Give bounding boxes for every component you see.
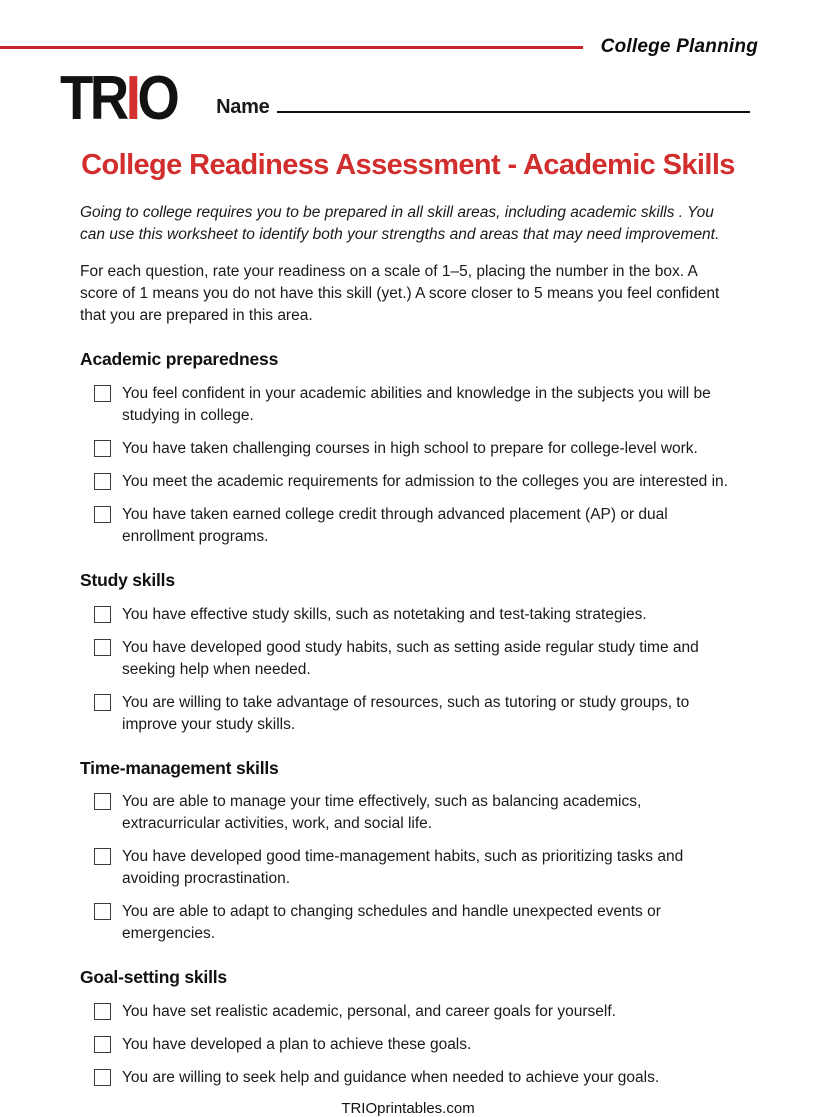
logo-part-i: I — [125, 64, 138, 133]
checklist-item — [94, 604, 742, 626]
checklist-item — [94, 791, 742, 835]
logo-part-o: O — [137, 64, 177, 133]
logo-part-tr: TR — [60, 64, 126, 133]
item-text: You are willing to seek help and guidance when needed to achieve your goals. — [122, 1069, 660, 1087]
section — [80, 756, 742, 946]
section-items — [80, 383, 742, 548]
checklist-item — [94, 692, 742, 736]
checklist-item — [94, 504, 742, 548]
rating-checkbox[interactable] — [94, 440, 111, 457]
item-text: You are able to manage your time effectively, such as balancing academics, extracurricular activities, work, and social life. — [122, 793, 642, 833]
rating-checkbox[interactable] — [94, 793, 111, 810]
rating-checkbox[interactable] — [94, 848, 111, 865]
section — [80, 965, 742, 1089]
item-text: You have set realistic academic, personal, and career goals for yourself. — [122, 1003, 616, 1021]
section — [80, 347, 742, 548]
rating-checkbox[interactable] — [94, 473, 111, 490]
footer-url: TRIOprintables.com — [341, 1100, 475, 1117]
item-text: You have effective study skills, such as notetaking and test-taking strategies. — [122, 605, 647, 623]
checklist-item — [94, 846, 742, 890]
trio-logo — [60, 64, 177, 133]
intro-paragraph: Going to college requires you to be prepared in all skill areas, including academic skills . You can use this worksheet to identify both your strengths and areas that may need improvement. — [80, 203, 720, 243]
rating-checkbox[interactable] — [94, 903, 111, 920]
checklist-item — [94, 1034, 742, 1056]
section-items — [80, 1001, 742, 1089]
rating-checkbox[interactable] — [94, 606, 111, 623]
item-text: You are willing to take advantage of resources, such as tutoring or study groups, to improve your study skills. — [122, 693, 690, 733]
item-text: You have developed a plan to achieve these goals. — [122, 1036, 472, 1054]
name-input-line[interactable] — [277, 93, 750, 113]
checklist-item — [94, 1001, 742, 1023]
rating-checkbox[interactable] — [94, 1069, 111, 1086]
rating-checkbox[interactable] — [94, 639, 111, 656]
item-text: You have developed good time-management habits, such as prioritizing tasks and avoiding procrastination. — [122, 848, 684, 888]
rating-checkbox[interactable] — [94, 1003, 111, 1020]
section-heading: Study skills — [80, 569, 175, 590]
name-label: Name — [216, 95, 270, 118]
checklist-item — [94, 901, 742, 945]
item-text: You are able to adapt to changing schedules and handle unexpected events or emergencies. — [122, 903, 661, 943]
top-banner — [0, 36, 816, 58]
rating-checkbox[interactable] — [94, 694, 111, 711]
item-text: You meet the academic requirements for admission to the colleges you are interested in. — [122, 472, 728, 490]
red-rule-divider — [0, 46, 583, 49]
rating-checkbox[interactable] — [94, 385, 111, 402]
item-text: You have taken challenging courses in high school to prepare for college-level work. — [122, 439, 698, 457]
item-text: You feel confident in your academic abilities and knowledge in the subjects you will be studying in college. — [122, 384, 711, 424]
instructions-paragraph: For each question, rate your readiness on a scale of 1–5, placing the number in the box. A score of 1 means you do not have this skill (yet.) A score closer to 5 means you feel confident that you are prepared in this area. — [80, 262, 720, 324]
item-text: You have taken earned college credit through advanced placement (AP) or dual enrollment programs. — [122, 505, 668, 545]
section-items — [80, 604, 742, 736]
checklist-item — [94, 471, 742, 493]
section-heading: Time-management skills — [80, 757, 279, 778]
checklist-item — [94, 383, 742, 427]
section — [80, 568, 742, 736]
checklist-item — [94, 438, 742, 460]
name-field — [216, 93, 750, 119]
item-text: You have developed good study habits, such as setting aside regular study time and seeking help when needed. — [122, 638, 699, 678]
rating-checkbox[interactable] — [94, 506, 111, 523]
page-title: College Readiness Assessment - Academic Skills — [81, 148, 735, 181]
logo-row — [60, 64, 750, 133]
sections — [80, 347, 742, 1089]
checklist-item — [94, 637, 742, 681]
checklist-item — [94, 1067, 742, 1089]
section-heading: Academic preparedness — [80, 348, 279, 369]
section-items — [80, 791, 742, 945]
content — [80, 202, 742, 1100]
rating-checkbox[interactable] — [94, 1036, 111, 1053]
category-tag: College Planning — [600, 36, 758, 57]
section-heading: Goal-setting skills — [80, 967, 227, 988]
